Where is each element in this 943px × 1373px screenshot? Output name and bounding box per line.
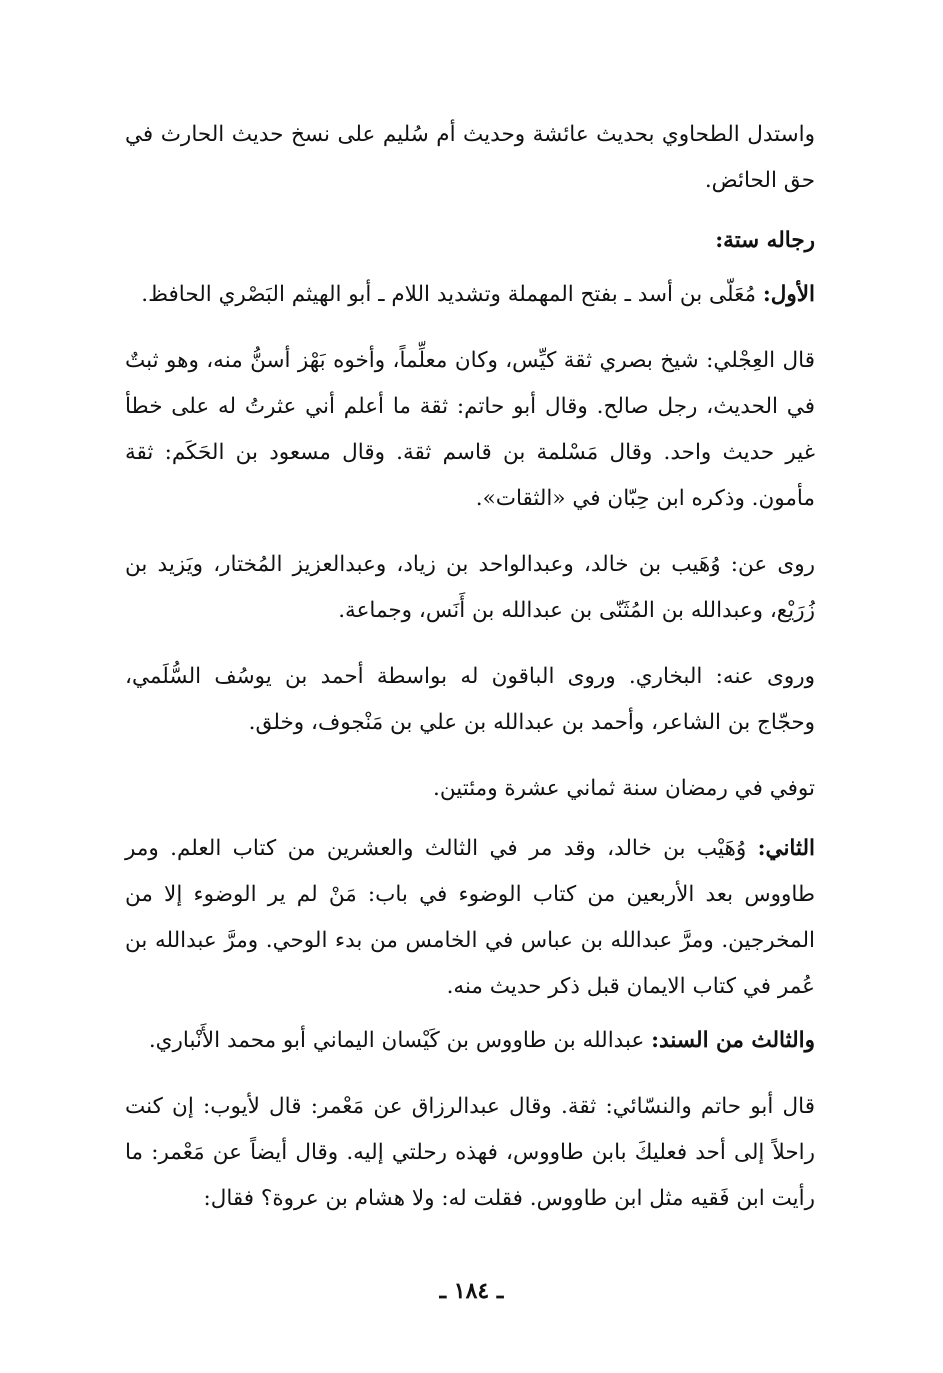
page-number: ـ ١٨٤ ـ [439,1278,504,1304]
paragraph-text: وُهَيْب بن خالد، وقد مر في الثالث والعشرين من كتاب العلم. ومر طاووس بعد الأربعين من كتاب الوضوء في باب: مَنْ لم ير الوضوء إلا من المخرجين. ومرَّ عبدالله بن عباس في الخامس من بدء الوحي. ومرَّ عبدالله بن عُمر في كتاب الايمان قبل ذكر حديث منه. [125,836,815,999]
paragraph-second-narrator [125,826,815,1010]
paragraph-abu-hatim [125,1084,815,1222]
paragraph-text: واستدل الطحاوي بحديث عائشة وحديث أم سُليم على نسخ حديث الحارث في حق الحائض. [125,122,815,193]
paragraph-text: قال أبو حاتم والنسّائي: ثقة. وقال عبدالرزاق عن مَعْمر: قال لأيوب: إن كنت راحلاً إلى أحد فعليكَ بابن طاووس، فهذه رحلتي إليه. وقال أيضاً عن مَعْمر: ما رأيت ابن فَقيه مثل ابن طاووس. فقلت له: ولا هشام بن عروة؟ فقال: [125,1094,815,1211]
narrator-label: والثالث من السند: [651,1028,815,1053]
paragraph-narrated-by [125,654,815,746]
narrator-label: الأول: [762,282,815,307]
paragraph-text: مُعَلّى بن أسد ـ بفتح المهملة وتشديد اللام ـ أبو الهيثم البَصْري الحافظ. [141,282,756,307]
paragraph-text: توفي في رمضان سنة ثماني عشرة ومئتين. [433,776,815,801]
paragraph-narrated-from [125,542,815,634]
paragraph-text: قال العِجْلي: شيخ بصري ثقة كيِّس، وكان معلِّماً، وأخوه بَهْز أسنُّ منه، وهو ثبتٌ في الحديث، رجل صالح. وقال أبو حاتم: ثقة ما أعلم أني عثرتُ له على خطأ غير حديث واحد. وقال مَسْلمة بن قاسم ثقة. وقال مسعود بن الحَكَم: ثقة مأمون. وذكره ابن حِبّان في «الثقات». [125,348,815,511]
heading-narrators [125,218,815,264]
paragraph-death [125,766,815,812]
paragraph-ijli [125,338,815,522]
text-body [125,112,815,1222]
section-heading: رجاله ستة: [715,228,815,253]
paragraph-text: روى عن: وُهَيب بن خالد، وعبدالواحد بن زياد، وعبدالعزيز المُختار، ويَزيد بن زُرَيْع، وعبدالله بن المُثَنّى بن عبدالله بن أَنَس، وجماعة. [125,552,815,623]
paragraph-first-narrator [125,272,815,318]
narrator-label: الثاني: [757,836,815,861]
paragraph-tahawi [125,112,815,204]
paragraph-third-narrator [125,1018,815,1064]
paragraph-text: وروى عنه: البخاري. وروى الباقون له بواسطة أحمد بن يوسُف السُّلَمي، وحجّاج بن الشاعر، وأحمد بن عبدالله بن علي بن مَنْجوف، وخلق. [125,664,815,735]
paragraph-text: عبدالله بن طاووس بن كَيْسان اليماني أبو محمد الأَنْباري. [148,1028,645,1053]
